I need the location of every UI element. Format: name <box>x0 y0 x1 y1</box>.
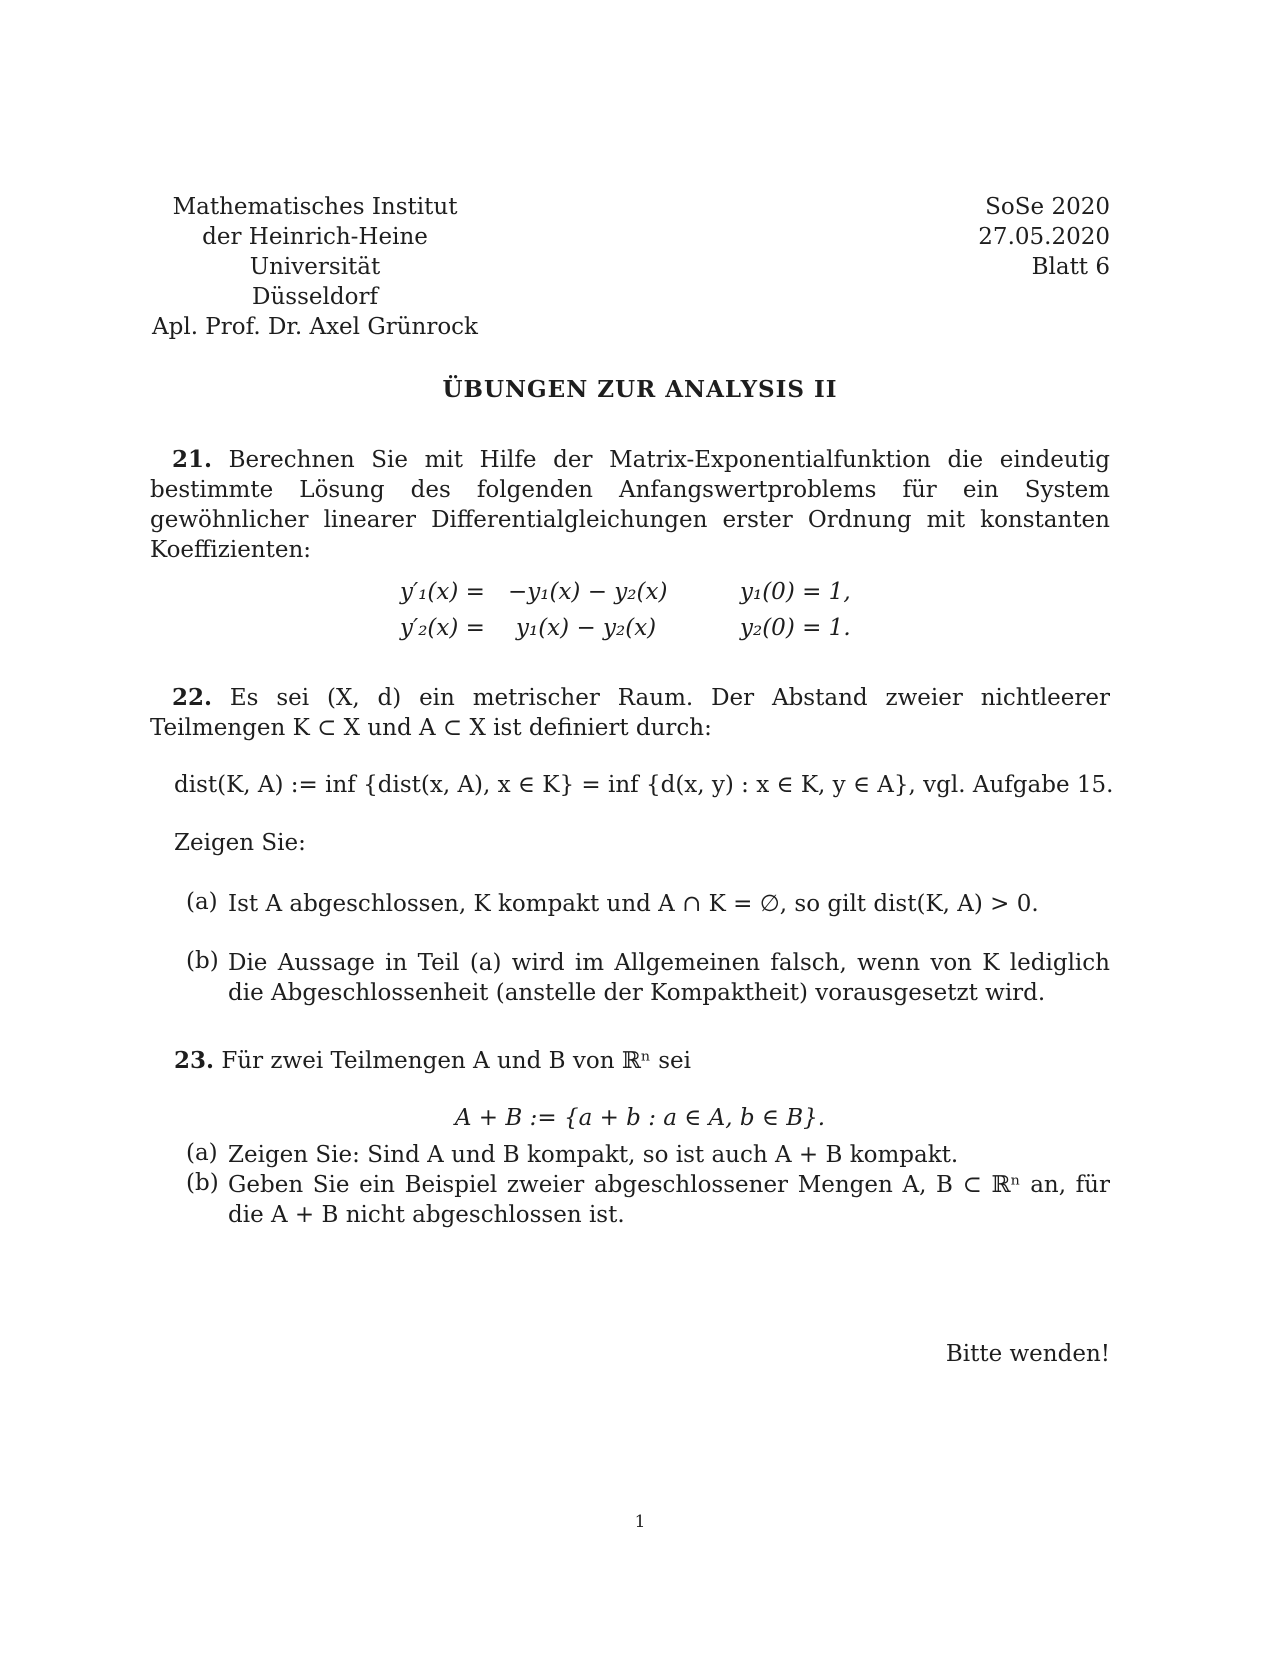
minkowski-sum-definition: A + B := {a + b : a ∈ A, b ∈ B}. <box>454 1105 826 1131</box>
institute-name: Mathematisches Institut <box>172 194 458 220</box>
exercise-21-number: 21. <box>172 446 213 473</box>
exercise-22-number: 22. <box>172 684 213 711</box>
semester: SoSe 2020 <box>985 194 1110 220</box>
exercise-22b-label: (b) <box>186 948 219 974</box>
exercise-23a-label: (a) <box>186 1140 218 1166</box>
ode-row2-rhs: y₁(x) − y₂(x) <box>516 615 657 641</box>
exercise-21 <box>150 445 1110 565</box>
ode-row2-lhs: y′₂(x) = <box>400 615 485 641</box>
institution-header <box>150 192 480 342</box>
exercise-23a-text: Zeigen Sie: Sind A und B kompakt, so ist auch A + B kompakt. <box>228 1142 959 1168</box>
exercise-21-text: Berechnen Sie mit Hilfe der Matrix-Exponentialfunktion die eindeutig bestimmte Lösung des folgenden Anfangswertproblems für ein System gewöhnlicher linearer Differentialgleichungen erster Ordnung mit konstanten Koeffizienten: <box>150 447 1110 563</box>
sheet-number: Blatt 6 <box>1031 254 1110 280</box>
semester-header <box>900 192 1110 282</box>
exercise-22-text: Es sei (X, d) ein metrischer Raum. Der Abstand zweier nichtleerer Teilmengen K ⊂ X und A ⊂ X ist definiert durch: <box>150 685 1110 741</box>
exercise-23b-label: (b) <box>186 1170 219 1196</box>
exercise-23 <box>174 1047 1114 1074</box>
distance-definition: dist(K, A) := inf {dist(x, A), x ∈ K} = inf {d(x, y) : x ∈ K, y ∈ A}, vgl. Aufgabe 15. <box>174 772 1114 798</box>
exercise-23-text: Für zwei Teilmengen A und B von ℝⁿ sei <box>221 1048 691 1074</box>
page-number: 1 <box>634 1512 646 1532</box>
date: 27.05.2020 <box>978 224 1110 250</box>
exercise-22a-text: Ist A abgeschlossen, K kompakt und A ∩ K = ∅, so gilt dist(K, A) > 0. <box>228 891 1039 917</box>
ode-system <box>0 575 1280 655</box>
exercise-22-prompt: Zeigen Sie: <box>174 830 306 856</box>
ode-row1-lhs: y′₁(x) = <box>400 579 485 605</box>
exercise-23-number: 23. <box>174 1047 215 1074</box>
university-name: der Heinrich-Heine Universität <box>202 224 428 280</box>
exercise-22b-text: Die Aussage in Teil (a) wird im Allgemeinen falsch, wenn von K lediglich die Abgeschlossenheit (anstelle der Kompaktheit) vorausgesetzt wird. <box>228 950 1110 1006</box>
professor-name: Apl. Prof. Dr. Axel Grünrock <box>152 314 478 340</box>
sheet-title: ÜBUNGEN ZUR ANALYSIS II <box>442 376 838 403</box>
ode-row1-rhs: −y₁(x) − y₂(x) <box>508 579 668 605</box>
ode-row2-init: y₂(0) = 1. <box>740 615 851 641</box>
turn-over-note: Bitte wenden! <box>945 1341 1110 1367</box>
city-name: Düsseldorf <box>252 284 378 310</box>
exercise-23b-text: Geben Sie ein Beispiel zweier abgeschlossener Mengen A, B ⊂ ℝⁿ an, für die A + B nicht abgeschlossen ist. <box>228 1172 1110 1228</box>
exercise-22 <box>150 683 1110 743</box>
ode-row1-init: y₁(0) = 1, <box>740 579 851 605</box>
exercise-22a-label: (a) <box>186 889 218 915</box>
